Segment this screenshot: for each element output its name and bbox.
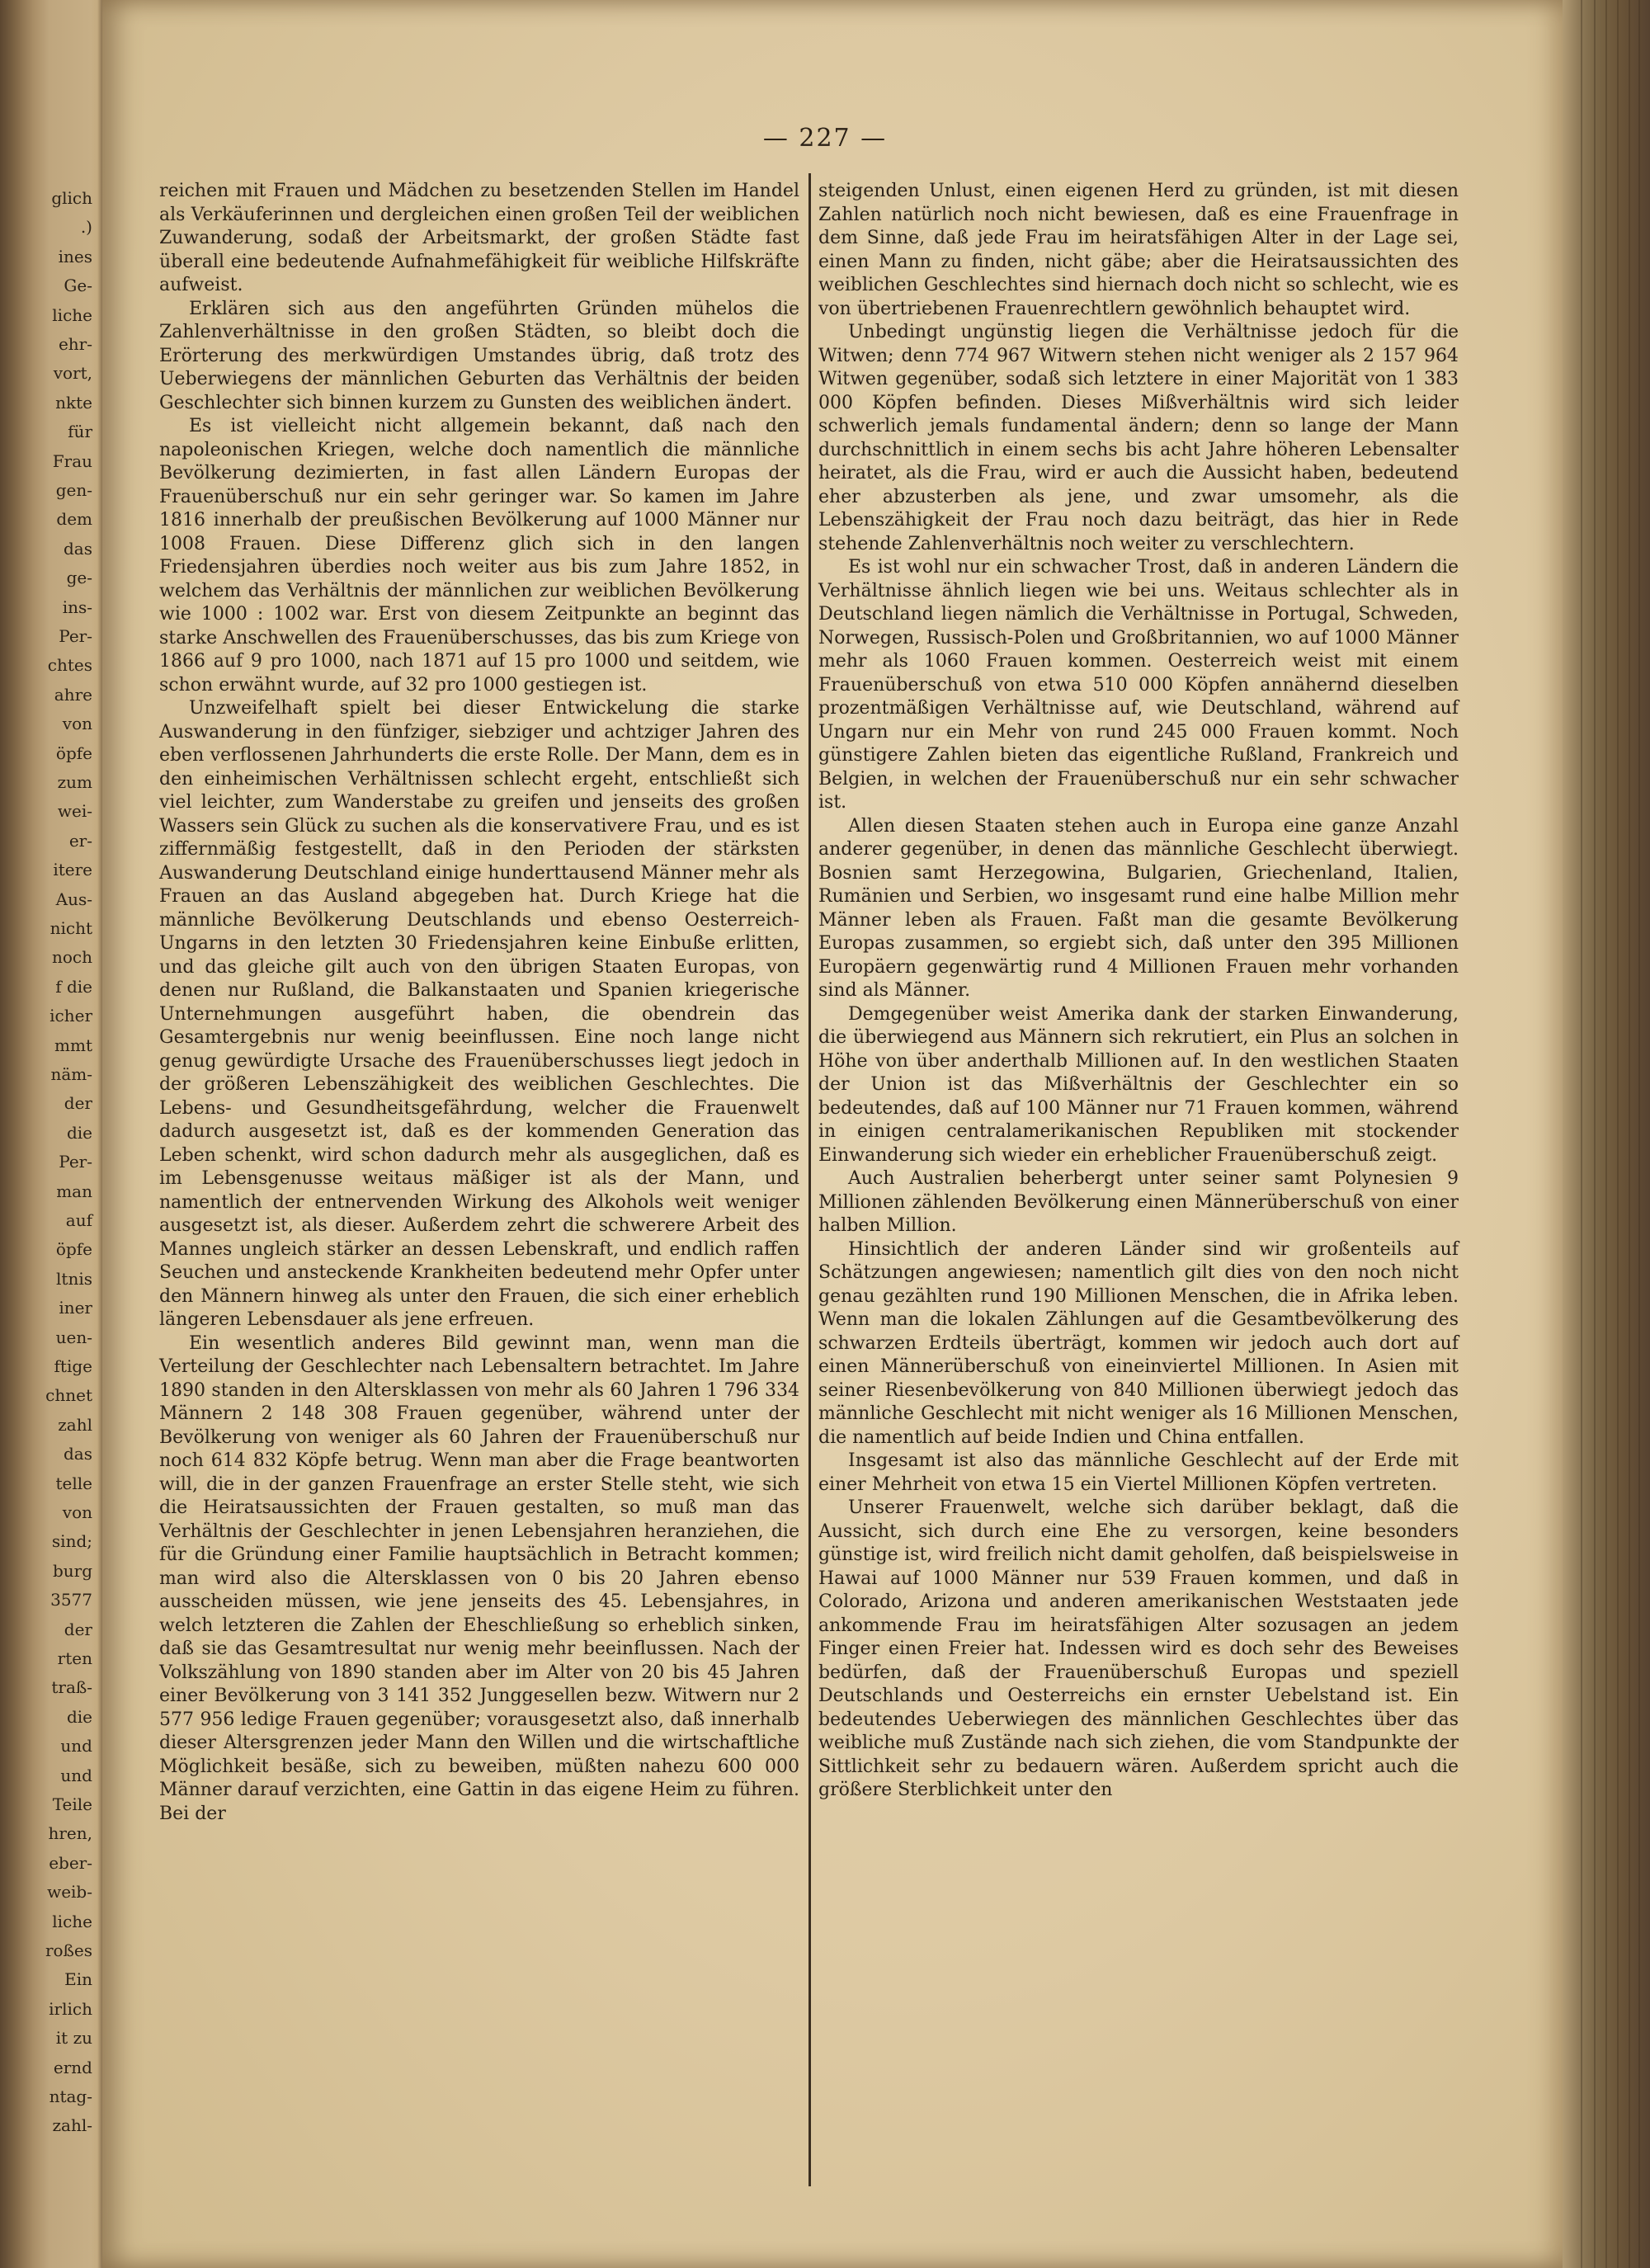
previous-page-fragment: das: [64, 538, 92, 559]
paragraph: Auch Australien beherbergt unter seiner samt Polynesien 9 Millionen zählenden Bevölkerung einen Männerüberschuß von einer halben Million.: [818, 1168, 1459, 1236]
previous-page-fragment: der: [64, 1619, 92, 1639]
previous-page-fragment: 3577: [50, 1590, 92, 1610]
right-column: [818, 180, 1459, 1803]
previous-page-fragment: wei-: [57, 801, 92, 822]
previous-page-fragment: telle: [55, 1473, 92, 1493]
previous-page-fragment: hren,: [48, 1823, 92, 1844]
previous-page-fragment: traß-: [51, 1677, 92, 1698]
previous-page-fragment: Per-: [59, 1152, 92, 1172]
previous-page-fragment: öpfe: [55, 743, 92, 763]
previous-page-fragment: irlich: [49, 1998, 92, 2019]
previous-page-fragment: Per-: [59, 626, 92, 646]
previous-page-fragment: icher: [50, 1006, 92, 1026]
previous-page-fragment: rten: [57, 1648, 92, 1668]
previous-page-fragment: gen-: [55, 480, 92, 500]
previous-page-fragment: und: [60, 1765, 92, 1785]
paragraph: reichen mit Frauen und Mädchen zu besetzenden Stellen im Handel als Verkäuferinnen und dergleichen einen großen Teil der weiblichen Zuwanderung, sodaß der Arbeitsmarkt, der großen Städte fast überall eine bedeutende Aufnahmefähigkeit für weibliche Hilfskräfte aufweist.: [159, 181, 799, 295]
previous-page-fragment: zahl-: [52, 2115, 92, 2136]
previous-page-fragment: Frau: [52, 450, 92, 471]
paragraph: Ein wesentlich anderes Bild gewinnt man, wenn man die Verteilung der Geschlechter nach Lebensaltern betrachtet. Im Jahre 1890 standen in den Altersklassen von mehr als 60 Jahren 1 796 334 Männern 2 148 308 Frauen gegenüber, während unter der Bevölkerung von weniger als 60 Jahren der Frauenüberschuß nur noch 614 832 Köpfe betrug. Wenn man aber die Frage beantworten will, die in der ganzen Frauenfrage an erster Stelle steht, wie sich die Heiratsaussichten der Frauen gestalten, so muß man das Verhältnis der Geschlechter in jenen Lebensjahren heranziehen, die für die Gründung einer Familie hauptsächlich in Betracht kommen; man wird also die Altersklassen von 0 bis 20 Jahren ebenso ausscheiden müssen, wie jene jenseits des 45. Lebensjahres, in welch letzteren die Zahlen der Eheschließung so erheblich sinken, daß sie das Gesamtresultat nur wenig mehr beeinflussen. Nach der Volkszählung von 1890 standen aber im Alter von 20 bis 45 Jahren einer Bevölkerung von 3 141 352 Junggesellen bezw. Witwern nur 2 577 956 ledige Frauen gegenüber; vorausgesetzt also, daß innerhalb dieser Altersgrenzen jeder Mann den Willen und die wirtschaftliche Möglichkeit besäße, sich zu beweiben, müßten nahezu 600 000 Männer darauf verzichten, eine Gattin in das eigene Heim zu führen. Bei der: [159, 1332, 799, 1824]
previous-page-fragment: für: [68, 422, 92, 442]
column-divider: [808, 173, 811, 2186]
previous-page-fragment: weib-: [47, 1882, 92, 1903]
paragraph: Es ist vielleicht nicht allgemein bekannt, daß nach den napoleonischen Kriegen, welche doch namentlich die männliche Bevölkerung dezimierten, in fast allen Ländern Europas der Frauenüberschuß nur ein sehr geringer war. So kamen im Jahre 1816 innerhalb der preußischen Bevölkerung auf 1000 Männer nur 1008 Frauen. Diese Differenz glich sich in den langen Friedensjahren überdies noch weiter aus bis zum Jahre 1852, in welchem das Verhältnis der männlichen zur weiblichen Bevölkerung wie 1000 : 1002 war. Erst von diesem Zeitpunkte an beginnt das starke Anschwellen des Frauenüberschusses, das bis zum Kriege von 1866 auf 9 pro 1000, nach 1871 auf 15 pro 1000 und seitdem, wie schon erwähnt wurde, auf 32 pro 1000 gestiegen ist.: [159, 416, 799, 695]
paragraph: Es ist wohl nur ein schwacher Trost, daß in anderen Ländern die Verhältnisse ähnlich liegen wie bei uns. Weitaus schlechter als in Deutschland liegen nämlich die Verhältnisse in Portugal, Schweden, Norwegen, Russisch-Polen und Großbritannien, wo auf 1000 Männer mehr als 1060 Frauen kommen. Oesterreich weist mit einem Frauenüberschuß von etwa 510 000 Köpfen annähernd dieselben prozentmäßigen Verhältnisse auf, wie Deutschland, während auf Ungarn nur ein Mehr von rund 245 000 Frauen kommt. Noch günstigere Zahlen bieten das eigentliche Rußland, Frankreich und Belgien, in welchen der Frauenüberschuß nur ein sehr schwacher ist.: [818, 557, 1459, 813]
previous-page-fragment: und: [60, 1736, 92, 1756]
previous-page-fragment: ernd: [53, 2057, 92, 2077]
previous-page-fragment: glich: [51, 188, 92, 208]
left-column: [159, 180, 799, 1826]
previous-page-fragment: ahre: [54, 684, 92, 705]
page-stack-edge: [1563, 0, 1650, 2268]
previous-page-fragment: auf: [65, 1210, 92, 1230]
previous-page-fragment: dem: [56, 509, 92, 530]
previous-page-fragment: Ein: [64, 1969, 92, 1990]
previous-page-fragment: ftige: [54, 1356, 92, 1376]
previous-page-fragment: eber-: [49, 1852, 92, 1873]
previous-page-fragment: ines: [58, 246, 92, 266]
paragraph: Unserer Frauenwelt, welche sich darüber beklagt, daß die Aussicht, sich durch eine Ehe zu versorgen, keine besonders günstige ist, wird freilich nicht damit geholfen, daß beispielsweise in Hawai auf 1000 Männer nur 539 Frauen kommen, und daß in Colorado, Arizona und anderen amerikanischen Weststaaten jede ankommende Frau im heiratsfähigen Alter sozusagen an jedem Finger einen Freier hat. Indessen wird es doch sehr des Beweises bedürfen, daß der Frauenüberschuß Europas und speziell Deutschlands und Oesterreichs ein ernster Uebelstand ist. Ein bedeutendes Ueberwiegen des männlichen Geschlechtes über das weibliche muß Zustände nach sich ziehen, die vom Standpunkte der Sittlichkeit sehr zu bedauern wären. Außerdem spricht auch die größere Sterblichkeit unter den: [818, 1497, 1459, 1800]
paragraph: Insgesamt ist also das männliche Geschlecht auf der Erde mit einer Mehrheit von etwa 15 ein Viertel Millionen Köpfen vertreten.: [818, 1450, 1459, 1495]
paragraph: steigenden Unlust, einen eigenen Herd zu gründen, ist mit diesen Zahlen natürlich noch nicht bewiesen, daß es eine Frauenfrage in dem Sinne, daß jede Frau im heiratsfähigen Alter in der Lage sei, einen Mann zu finden, nicht gäbe; aber die Heiratsaussichten des weiblichen Geschlechtes sind hiernach doch nicht so schlecht, wie es von übertriebenen Frauenrechtlern gewöhnlich behauptet wird.: [818, 181, 1459, 319]
previous-page-fragment: roßes: [45, 1940, 92, 1960]
previous-page-fragment: ltnis: [56, 1268, 92, 1289]
paragraph: Unzweifelhaft spielt bei dieser Entwickelung die starke Auswanderung in den fünfziger, siebziger und achtziger Jahren des eben verflossenen Jahrhunderts die erste Rolle. Der Mann, dem es in den einheimischen Verhältnissen schlecht ergeht, entschließt sich viel leichter, zum Wanderstabe zu greifen und jenseits des großen Wassers sein Glück zu suchen als die konservativere Frau, und es ist ziffernmäßig festgestellt, daß in den Perioden der stärksten Auswanderung Deutschland einige hunderttausend Männer mehr als Frauen an das Ausland abgegeben hat. Durch Kriege hat die männliche Bevölkerung Deutschlands und ebenso Oesterreich-Ungarns in den letzten 30 Friedensjahren keine Einbuße erlitten, und das gleiche gilt auch von den übrigen Staaten Europas, von denen nur Rußland, die Balkanstaaten und Spanien kriegerische Unternehmungen ausgeführt haben, die obendrein das Gesamtergebnis nur wenig beeinflussen. Eine noch lange nicht genug gewürdigte Ursache des Frauenüberschusses liegt jedoch in der größeren Lebenszähigkeit des weiblichen Geschlechtes. Die Lebens- und Gesundheitsgefährdung, welcher die Frauenwelt dadurch ausgesetzt ist, daß es der kommenden Generation das Leben schenkt, wird schon dadurch mehr als ausgeglichen, daß es im Lebensgenusse weitaus mäßiger ist als der Mann, und namentlich der entnervenden Wirkung des Alkohols weit weniger ausgesetzt ist, als dieser. Außerdem zehrt die schwerere Arbeit des Mannes ungleich stärker an dessen Lebenskraft, und endlich raffen Seuchen und ansteckende Krankheiten bedeutend mehr Opfer unter den Männern hinweg als unter den Frauen, die sich einer erheblich längeren Lebensdauer als jene erfreuen.: [159, 698, 799, 1330]
previous-page-fragment: näm-: [50, 1064, 92, 1084]
previous-page-fragment: uen-: [55, 1327, 92, 1347]
previous-page-fragment: .): [80, 217, 92, 238]
previous-page-fragment: ins-: [62, 596, 92, 617]
previous-page-fragment: chtes: [47, 655, 92, 676]
paragraph: Unbedingt ungünstig liegen die Verhältnisse jedoch für die Witwen; denn 774 967 Witwern stehen nicht weniger als 2 157 964 Witwen gegenüber, sodaß sich letztere in einer Majorität von 1 383 000 Köpfen befinden. Dieses Mißverhältnis wird sich leider schwerlich jemals fundamental ändern; denn so lange der Mann durchschnittlich in einem sechs bis acht Jahre höheren Lebensalter heiratet, als die Frau, wird er auch die Aussicht haben, bedeutend eher abzusterben als jene, und zwar umsomehr, als die Lebenszähigkeit der Frau noch dazu beiträgt, das hier in Rede stehende Zahlenverhältnis noch weiter zu verschlechtern.: [818, 322, 1459, 554]
previous-page-fragment: von: [62, 1502, 92, 1522]
previous-page-fragment: f die: [55, 976, 92, 997]
previous-page-fragment: it zu: [55, 2028, 92, 2049]
previous-page-fragment: öpfe: [55, 1239, 92, 1260]
previous-page-fragment: noch: [51, 947, 92, 968]
previous-page-fragment: man: [56, 1181, 92, 1201]
previous-page-fragment: chnet: [45, 1385, 92, 1406]
previous-page-fragment: zum: [57, 772, 92, 792]
previous-page-fragment: Ge-: [64, 276, 92, 296]
previous-page-fragment: die: [66, 1122, 92, 1143]
previous-page-fragment: er-: [68, 830, 92, 851]
page-number: — 227 —: [762, 124, 888, 153]
previous-page-fragment: das: [64, 1444, 92, 1464]
previous-page-fragment: iner: [59, 1298, 92, 1318]
previous-page-fragment: liche: [52, 1911, 92, 1931]
previous-page-fragment: die: [66, 1706, 92, 1727]
paragraph: Erklären sich aus den angeführten Gründen mühelos die Zahlenverhältnisse in den großen Städten, so bleibt doch die Erörterung des merkwürdigen Umstandes übrig, daß trotz des Ueberwiegens der männlichen Geburten das Verhältnis der beiden Geschlechter sich binnen kurzem zu Gunsten des weiblichen ändert.: [159, 298, 799, 413]
previous-page-fragment: ge-: [66, 568, 92, 588]
previous-page-fragment: zahl: [58, 1414, 92, 1435]
previous-page-fragment: ntag-: [49, 2086, 92, 2106]
previous-page-fragment: liche: [52, 304, 92, 325]
previous-page-fragment: mmt: [54, 1035, 92, 1055]
previous-page-fragment: itere: [53, 860, 92, 880]
previous-page-fragment: nicht: [50, 918, 92, 938]
paragraph: Demgegenüber weist Amerika dank der starken Einwanderung, die überwiegend aus Männern sich rekrutiert, ein Plus an solchen in Höhe von über anderthalb Millionen auf. In den westlichen Staaten der Union ist das Mißverhältnis der Geschlechter ein so bedeutendes, daß auf 100 Männer nur 71 Frauen kommen, während in einigen centralamerikanischen Republiken mit stockender Einwanderung sich wieder ein erheblicher Frauenüberschuß zeigt.: [818, 1003, 1459, 1166]
previous-page-fragment: Aus-: [55, 889, 92, 909]
previous-page-fragment: vort,: [53, 363, 92, 384]
previous-page-fragment: burg: [52, 1560, 92, 1581]
previous-page-fragment: der: [64, 1093, 92, 1114]
paragraph: Allen diesen Staaten stehen auch in Europa eine ganze Anzahl anderer gegenüber, in denen das männliche Geschlecht überwiegt. Bosnien samt Herzegowina, Bulgarien, Griechenland, Italien, Rumänien und Serbien, wo insgesamt rund eine halbe Million mehr Männer leben als Frauen. Faßt man die gesamte Bevölkerung Europas zusammen, so ergiebt sich, daß unter den 395 Millionen Europäern gegenwärtig rund 4 Millionen Frauen mehr vorhanden sind als Männer.: [818, 815, 1459, 1001]
paragraph: Hinsichtlich der anderen Länder sind wir großenteils auf Schätzungen angewiesen; namentlich gilt dies von den noch nicht genau gezählten rund 190 Millionen Menschen, die in Afrika leben. Wenn man die lokalen Zählungen auf die Gesamtbevölkerung des schwarzen Erdteils überträgt, kommen wir jedoch auch dort auf einen Männerüberschuß von eineinviertel Millionen. In Asien mit seiner Riesenbevölkerung von 840 Millionen überwiegt jedoch das männliche Geschlecht mit nicht weniger als 16 Millionen Menschen, die namentlich auf beide Indien und China entfallen.: [818, 1238, 1459, 1448]
previous-page-fragment: nkte: [55, 392, 92, 413]
previous-page-edge: [0, 0, 97, 2268]
previous-page-fragment: sind;: [51, 1531, 92, 1552]
previous-page-fragment: Teile: [52, 1794, 92, 1814]
previous-page-fragment: ehr-: [58, 334, 92, 354]
previous-page-fragment: von: [62, 714, 92, 734]
